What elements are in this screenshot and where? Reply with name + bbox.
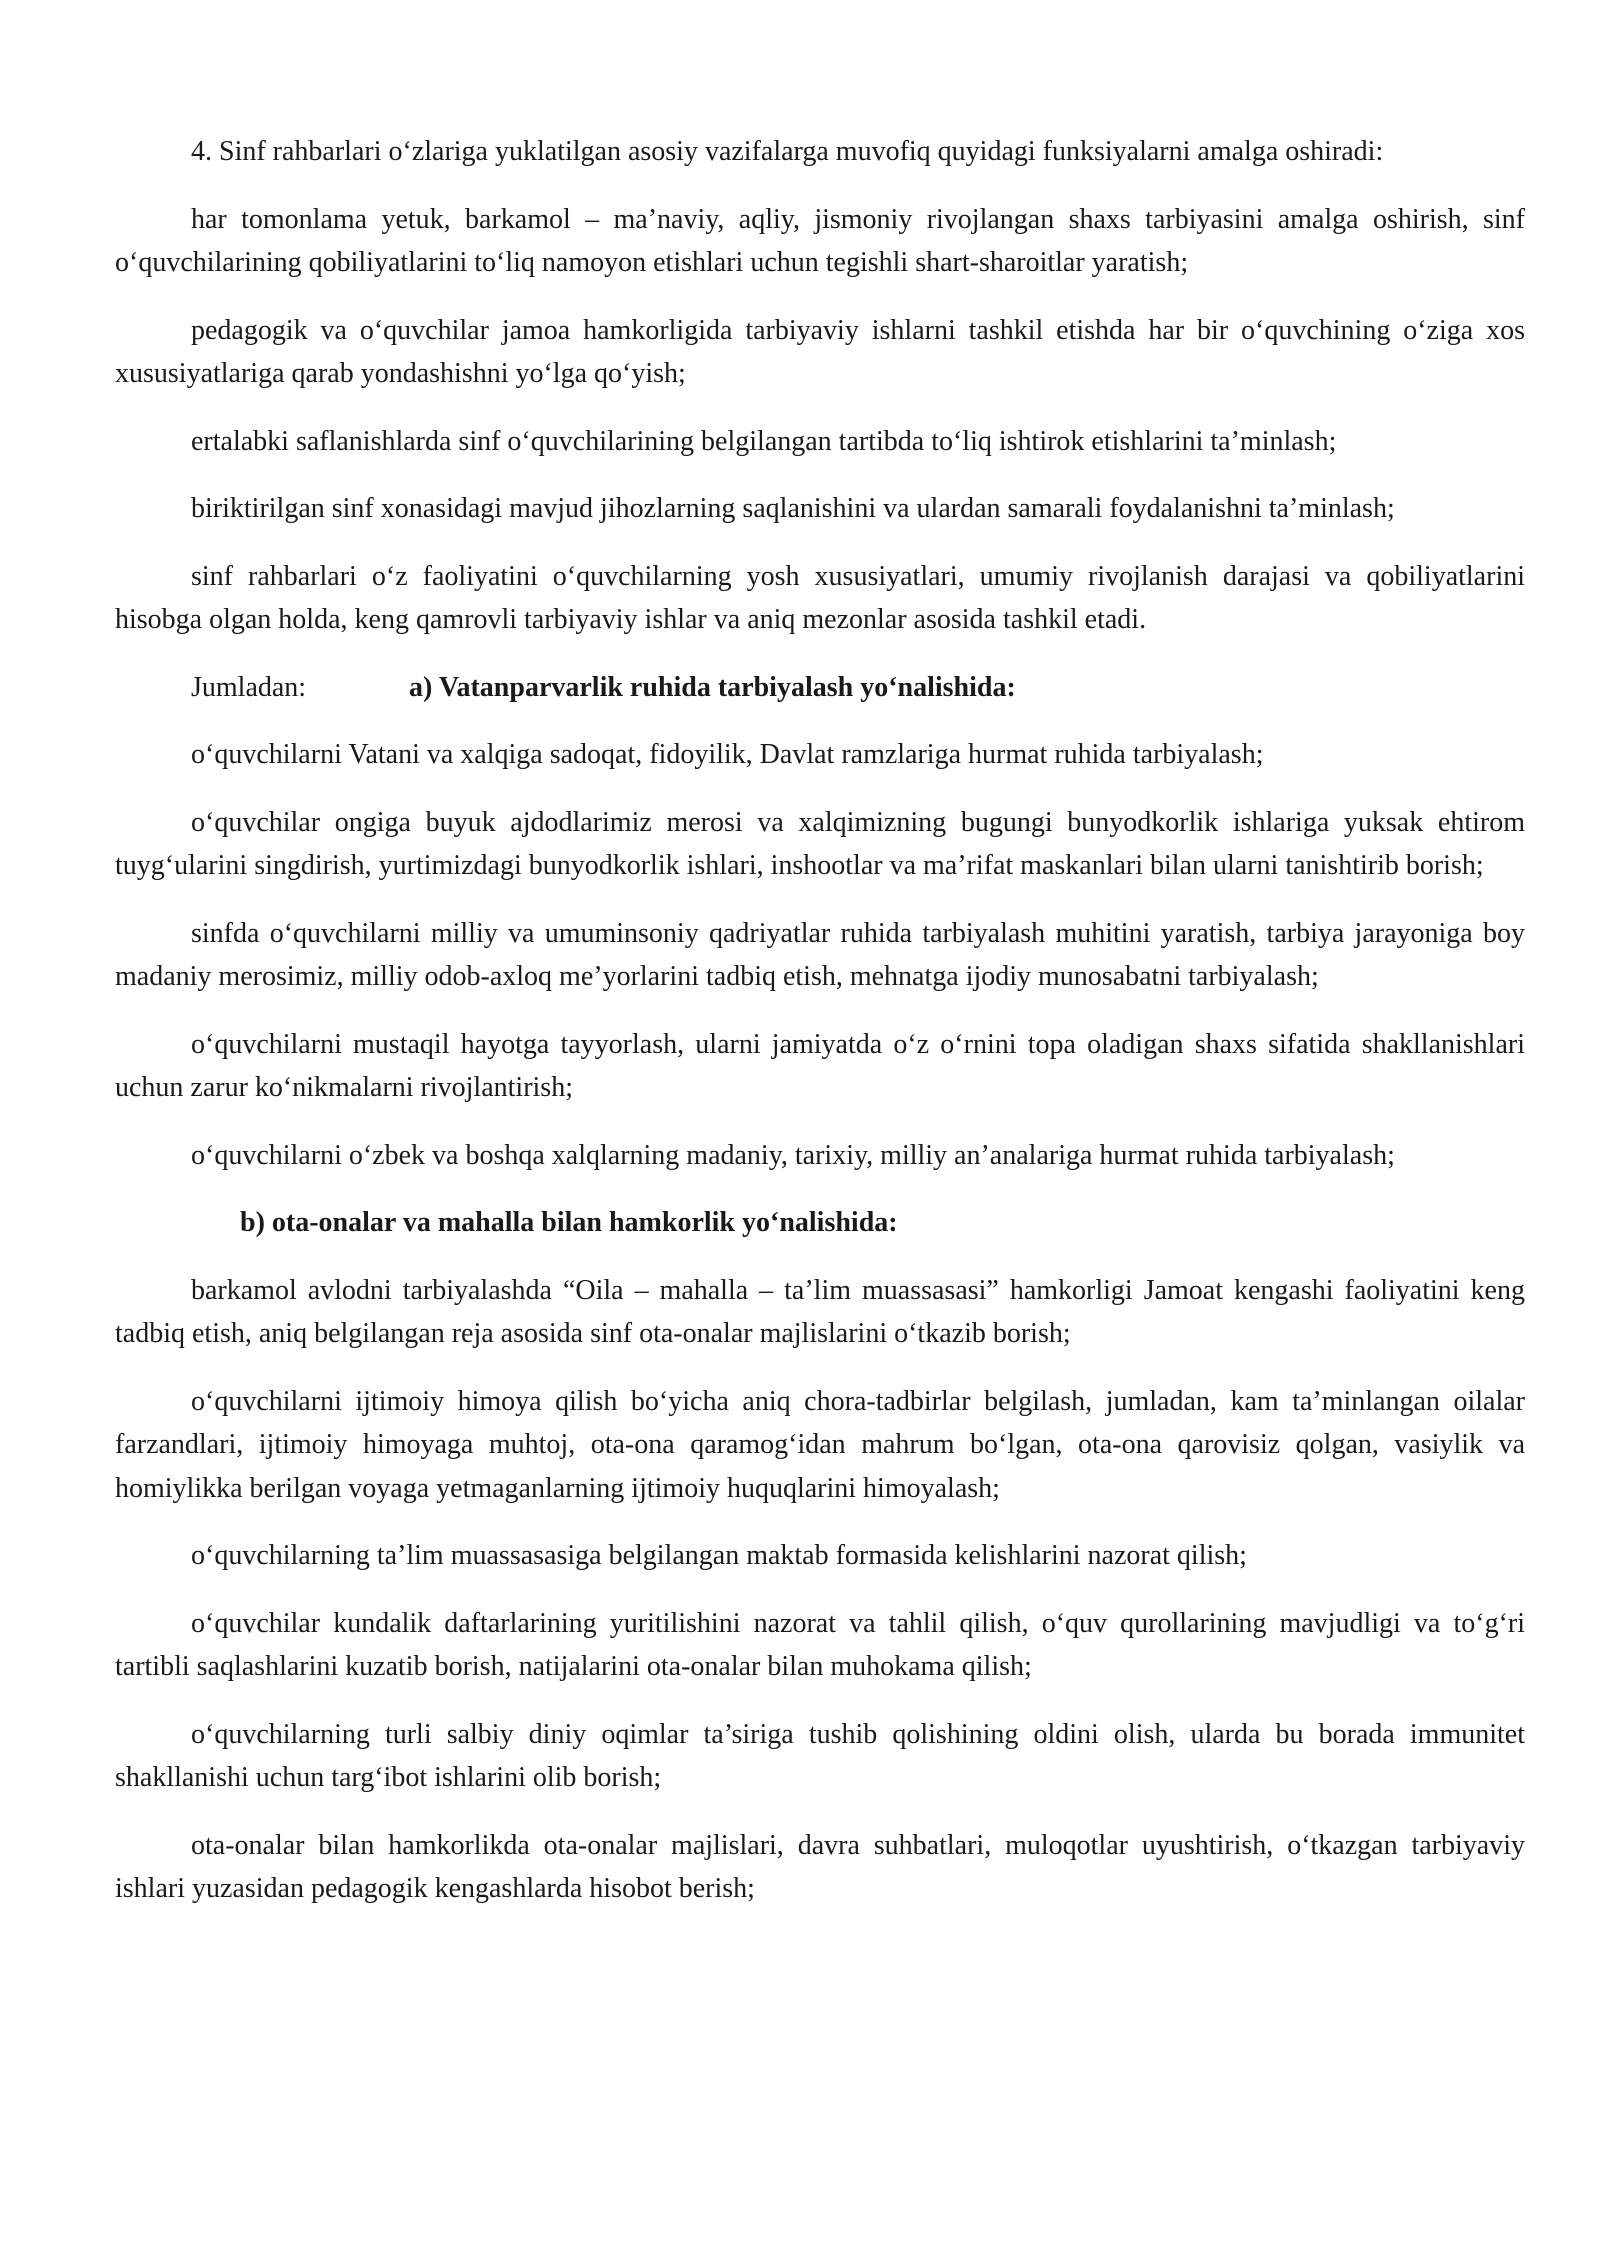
paragraph-values: sinfda o‘quvchilarni milliy va umuminsoniy qadriyatlar ruhida tarbiyalash muhitini yaratish, tarbiya jarayoniga boy madaniy merosimiz, milliy odob-axloq me’yorlarini tadbiq etish, mehnatga ijodiy munosabatni tarbiyalash; [115, 917, 1525, 992]
paragraph-diaries: o‘quvchilar kundalik daftarlarining yuritilishini nazorat va tahlil qilish, o‘quv qurollarining mavjudligi va to‘g‘ri tartibli saqlashlarini kuzatib borish, natijalarini ota-onalar bilan muhokama qilish; [115, 1607, 1525, 1682]
paragraph-traditions: o‘quvchilarni o‘zbek va boshqa xalqlarning madaniy, tarixiy, milliy an’analariga hurmat ruhida tarbiyalash; [191, 1139, 1395, 1171]
document-page [115, 130, 1525, 1935]
paragraph-prevention: o‘quvchilarning turli salbiy diniy oqimlar ta’siriga tushib qolishining oldini olish, ularda bu borada immunitet shakllanishi uchun targ‘ibot ishlarini olib borish; [115, 1718, 1525, 1793]
paragraph-morning-lineup: ertalabki saflanishlarda sinf o‘quvchilarining belgilangan tartibda to‘liq ishtirok etishlarini ta’minlash; [191, 425, 1337, 457]
heading-a-title: a) Vatanparvarlik ruhida tarbiyalash yo‘nalishida: [409, 671, 1016, 703]
heading-lead-text: Jumladan: [191, 671, 307, 703]
paragraph-school-uniform: o‘quvchilarning ta’lim muassasasiga belgilangan maktab formasida kelishlarini nazorat qilish; [191, 1540, 1247, 1571]
paragraph-parent-meetings: ota-onalar bilan hamkorlikda ota-onalar majlislari, davra suhbatlari, muloqotlar uyushtirish, o‘tkazgan tarbiyaviy ishlari yuzasidan pedagogik kengashlarda hisobot berish; [115, 1829, 1525, 1904]
paragraph-social-protection: o‘quvchilarni ijtimoiy himoya qilish bo‘yicha aniq chora-tadbirlar belgilash, jumladan, kam ta’minlangan oilalar farzandlari, ijtimoiy himoyaga muhtoj, ota-ona qaramog‘idan mahrum bo‘lgan, ota-ona qarovisiz qolgan, vasiylik va homiylikka berilgan voyaga yetmaganlarning ijtimoiy huquqlarini himoyalash; [115, 1385, 1525, 1504]
paragraph-loyalty: o‘quvchilarni Vatani va xalqiga sadoqat, fidoyilik, Davlat ramzlariga hurmat ruhida tarbiyalash; [191, 739, 1264, 770]
paragraph-independent-life: o‘quvchilarni mustaqil hayotga tayyorlash, ularni jamiyatda o‘z o‘rnini topa oladigan shaxs sifatida shakllanishlari uchun zarur ko‘nikmalarni rivojlantirish; [115, 1028, 1525, 1103]
paragraph-individual-approach: pedagogik va o‘quvchilar jamoa hamkorligida tarbiyaviy ishlarni tashkil etishda har bir o‘quvchining o‘ziga xos xususiyatlariga qarab yondashishni yo‘lga qo‘yish; [115, 314, 1525, 389]
section-heading-b: b) ota-onalar va mahalla bilan hamkorlik yo‘nalishida: [240, 1207, 898, 1238]
paragraph-item-4: 4. Sinf rahbarlari o‘zlariga yuklatilgan asosiy vazifalarga muvofiq quyidagi funksiyalarni amalga oshiradi: [191, 136, 1384, 167]
paragraph-conditions: har tomonlama yetuk, barkamol – ma’naviy, aqliy, jismoniy rivojlangan shaxs tarbiyasini amalga oshirish, sinf o‘quvchilarining qobiliyatlarini to‘liq namoyon etishlari uchun tegishli shart-sharoitlar yaratish; [115, 203, 1525, 278]
paragraph-equipment: biriktirilgan sinf xonasidagi mavjud jihozlarning saqlanishini va ulardan samarali foydalanishni ta’minlash; [191, 493, 1395, 524]
paragraph-activity-basis: sinf rahbarlari o‘z faoliyatini o‘quvchilarning yosh xususiyatlari, umumiy rivojlanish darajasi va qobiliyatlarini hisobga olgan holda, keng qamrovli tarbiyaviy ishlar va aniq mezonlar asosida tashkil etadi. [115, 560, 1525, 635]
paragraph-community-council: barkamol avlodni tarbiyalashda “Oila – mahalla – ta’lim muassasasi” hamkorligi Jamoat kengashi faoliyatini keng tadbiq etish, aniq belgilangan reja asosida sinf ota-onalar majlislarini o‘tkazib borish; [115, 1274, 1525, 1349]
paragraph-heritage: o‘quvchilar ongiga buyuk ajdodlarimiz merosi va xalqimizning bugungi bunyodkorlik ishlariga yuksak ehtirom tuyg‘ularini singdirish, yurtimizdagi bunyodkorlik ishlari, inshootlar va ma’rifat maskanlari bilan ularni tanishtirib borish; [115, 806, 1525, 881]
section-heading-a [115, 666, 1525, 710]
